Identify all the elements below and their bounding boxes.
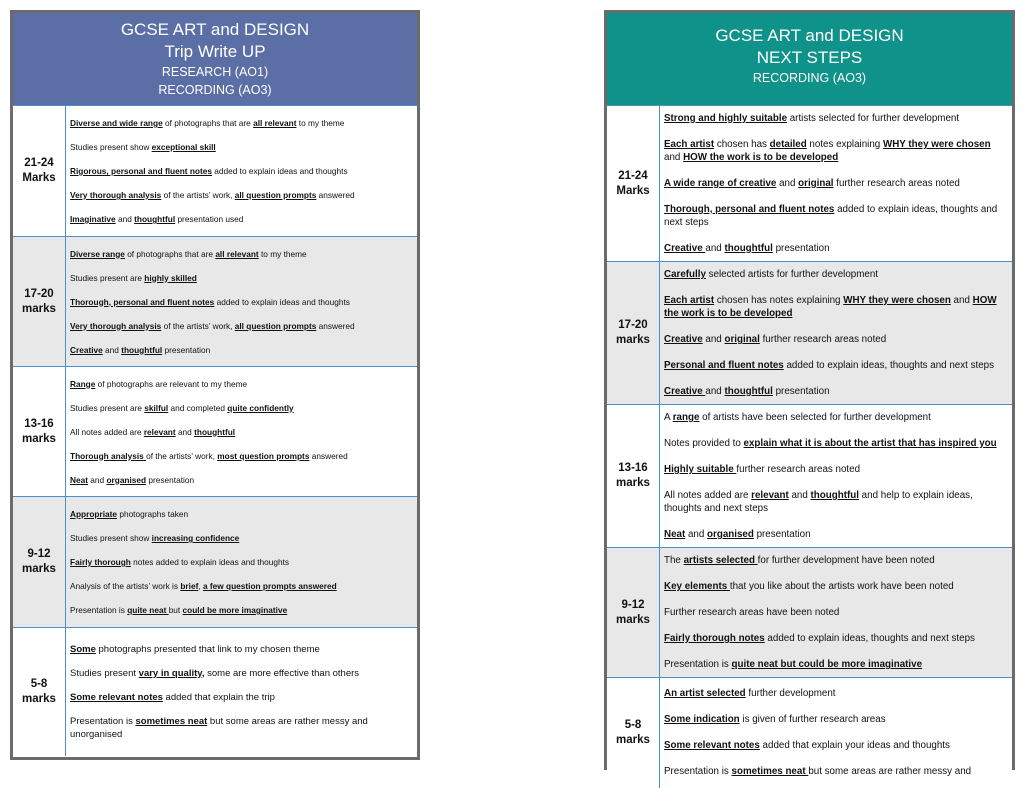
- criteria-text: added to explain ideas and thoughts: [211, 166, 348, 176]
- criteria-text: answered: [316, 320, 355, 331]
- criteria-text: Notes provided to: [664, 438, 744, 449]
- criteria-keyword: Appropriate: [70, 509, 118, 519]
- criteria-text: and help to explain ideas, thoughts and next steps: [664, 490, 973, 514]
- criteria-cell: [660, 262, 1013, 405]
- criteria-keyword: Very thorough analysis: [70, 190, 162, 200]
- criteria-keyword: quite neat: [127, 605, 169, 615]
- left-research-label: RESEARCH (AO1): [161, 65, 269, 79]
- criteria-item: [664, 528, 1008, 541]
- criteria-keyword: sometimes neat: [135, 715, 208, 727]
- criteria-text: of the artists’ work,: [161, 190, 235, 200]
- next-steps-panel: [604, 10, 1015, 778]
- criteria-item: [70, 667, 413, 680]
- criteria-item: [70, 604, 413, 616]
- mark-band-cell: [607, 262, 660, 405]
- criteria-keyword: range: [672, 412, 700, 423]
- criteria-keyword: Rigorous, personal and fluent notes: [70, 166, 212, 176]
- criteria-text: Presentation is: [70, 605, 128, 615]
- mark-band-cell: [13, 497, 66, 628]
- left-rubric-row: [13, 628, 417, 756]
- criteria-text: answered: [316, 190, 355, 200]
- criteria-item: [70, 141, 413, 153]
- criteria-keyword: WHY they were chosen: [843, 295, 951, 306]
- criteria-text: presentation: [753, 529, 811, 540]
- mark-range: 5-8: [30, 677, 48, 690]
- criteria-text: and: [788, 490, 811, 501]
- criteria-item: [664, 580, 1008, 593]
- mark-band-cell: [13, 367, 66, 497]
- mark-band-cell: [13, 106, 66, 237]
- criteria-text: chosen has: [714, 139, 770, 150]
- criteria-text: presentation: [146, 474, 195, 485]
- criteria-text: and: [702, 334, 725, 345]
- criteria-item: [664, 606, 1008, 619]
- criteria-keyword: An artist selected: [664, 688, 746, 700]
- mark-range: 21-24: [618, 169, 648, 182]
- criteria-text: The: [664, 555, 684, 566]
- criteria-text: Presentation is: [664, 766, 732, 778]
- criteria-keyword: Key elements: [664, 581, 730, 592]
- criteria-keyword: Very thorough analysis: [70, 320, 162, 331]
- mark-band-cell: [607, 106, 660, 262]
- criteria-text: and: [776, 178, 799, 189]
- left-rubric-row: [13, 106, 417, 237]
- criteria-item: [664, 713, 1008, 726]
- criteria-keyword: Creative: [664, 386, 706, 397]
- criteria-keyword: Diverse and wide range: [70, 118, 163, 128]
- criteria-keyword: Imaginative: [70, 214, 116, 224]
- criteria-keyword: skilful: [144, 402, 169, 413]
- criteria-keyword: all relevant: [253, 118, 297, 128]
- criteria-item: [664, 333, 1008, 346]
- criteria-text: Presentation is: [70, 715, 136, 727]
- criteria-keyword: Neat: [70, 474, 88, 485]
- criteria-keyword: thoughtful: [810, 490, 859, 501]
- criteria-text: further research areas noted: [736, 464, 861, 475]
- criteria-keyword: Fairly thorough: [70, 557, 131, 567]
- mark-range: 13-16: [24, 417, 54, 430]
- criteria-keyword: Creative: [664, 334, 703, 345]
- trip-write-up-panel: [10, 10, 420, 760]
- criteria-cell: [660, 678, 1013, 788]
- criteria-item: [70, 643, 413, 656]
- criteria-keyword: Thorough analysis: [70, 450, 147, 461]
- criteria-text: photographs taken: [117, 509, 189, 519]
- criteria-item: [664, 411, 1008, 424]
- criteria-keyword: Highly suitable: [664, 464, 737, 475]
- mark-band-cell: [607, 548, 660, 678]
- criteria-item: [664, 739, 1008, 752]
- left-rubric-row: [13, 497, 417, 628]
- mark-range: 21-24: [24, 157, 54, 169]
- criteria-keyword: Creative: [70, 344, 103, 355]
- left-title: GCSE ART and DESIGN: [120, 20, 310, 39]
- criteria-text: and: [87, 474, 107, 485]
- criteria-keyword: detailed: [769, 139, 807, 150]
- criteria-item: [70, 272, 413, 284]
- mark-range: 17-20: [618, 319, 648, 331]
- next-steps-header: [607, 13, 1012, 105]
- criteria-keyword: Each artist: [664, 295, 715, 306]
- criteria-keyword: Thorough, personal and fluent notes: [70, 296, 215, 307]
- criteria-text: but some areas are rather messy and unorganised: [70, 715, 368, 740]
- criteria-keyword: sometimes neat: [731, 766, 809, 778]
- criteria-cell: [66, 367, 418, 497]
- criteria-cell: [660, 405, 1013, 548]
- criteria-item: [664, 765, 1008, 778]
- left-rubric-row: [13, 367, 417, 497]
- right-rubric-row: [607, 405, 1012, 548]
- criteria-item: [70, 378, 413, 390]
- criteria-keyword: Neat: [664, 529, 686, 540]
- criteria-keyword: organised: [106, 474, 147, 485]
- criteria-keyword: Diverse range: [70, 248, 125, 259]
- criteria-keyword: thoughtful: [724, 243, 773, 254]
- criteria-text: added that explain the trip: [162, 691, 275, 703]
- criteria-text: further research areas noted: [759, 334, 887, 345]
- mark-unit: Marks: [22, 172, 56, 184]
- criteria-keyword: Some indication: [664, 714, 740, 726]
- criteria-text: and completed: [168, 402, 228, 413]
- criteria-item: [664, 112, 1008, 125]
- criteria-keyword: all relevant: [215, 248, 259, 259]
- mark-unit: marks: [616, 334, 650, 346]
- mark-band-cell: [13, 628, 66, 756]
- criteria-item: [70, 580, 413, 592]
- criteria-item: [664, 177, 1008, 190]
- criteria-item: [70, 117, 413, 129]
- trip-write-up-rubric-table: [13, 105, 417, 756]
- criteria-text: but some areas are rather messy and: [808, 766, 972, 778]
- criteria-cell: [660, 106, 1013, 262]
- criteria-keyword: organised: [707, 529, 754, 540]
- next-steps-rubric-table: [607, 105, 1012, 788]
- criteria-text: and: [705, 243, 725, 254]
- criteria-text: and: [115, 214, 135, 224]
- criteria-text: Further research areas have been noted: [664, 607, 840, 618]
- mark-band-cell: [13, 237, 66, 367]
- criteria-keyword: relevant: [751, 490, 789, 501]
- criteria-text: of photographs are relevant to my theme: [95, 378, 248, 389]
- criteria-item: [70, 320, 413, 332]
- criteria-text: ,: [198, 581, 203, 591]
- criteria-keyword: a few question prompts answered: [202, 581, 337, 591]
- criteria-text: further development: [745, 688, 836, 700]
- criteria-keyword: all question prompts: [234, 190, 317, 200]
- mark-unit: Marks: [616, 184, 650, 197]
- mark-unit: marks: [22, 563, 56, 575]
- criteria-item: [664, 437, 1008, 450]
- right-recording-label: RECORDING (AO3): [752, 71, 867, 85]
- criteria-keyword: most question prompts: [217, 450, 310, 461]
- criteria-text: selected artists for further development: [705, 269, 879, 280]
- left-subtitle: Trip Write UP: [164, 42, 266, 61]
- criteria-text: chosen has notes explaining: [714, 295, 844, 306]
- criteria-text: is given of further research areas: [739, 714, 886, 726]
- criteria-text: some are more effective than others: [204, 667, 360, 679]
- criteria-text: to my theme: [258, 248, 307, 259]
- criteria-text: presentation: [162, 344, 211, 355]
- criteria-item: [664, 687, 1008, 700]
- mark-band-cell: [607, 678, 660, 788]
- criteria-text: and: [950, 295, 973, 306]
- criteria-keyword: Some relevant notes: [70, 691, 163, 703]
- criteria-keyword: could be more imaginative: [182, 605, 288, 615]
- criteria-cell: [66, 106, 418, 237]
- criteria-text: added to explain ideas and thoughts: [214, 296, 350, 307]
- mark-range: 5-8: [624, 718, 642, 731]
- criteria-keyword: original: [724, 334, 760, 345]
- mark-unit: marks: [22, 432, 56, 445]
- criteria-keyword: thoughtful: [724, 386, 773, 397]
- criteria-text: artists selected for further development: [787, 113, 960, 124]
- criteria-keyword: original: [798, 178, 834, 189]
- criteria-keyword: relevant: [143, 426, 176, 437]
- criteria-item: [70, 344, 413, 356]
- right-subtitle: NEXT STEPS: [756, 48, 863, 67]
- criteria-text: to my theme: [296, 118, 345, 128]
- criteria-text: added to explain ideas, thoughts and next steps: [664, 204, 998, 228]
- criteria-text: presentation: [772, 386, 830, 397]
- criteria-cell: [660, 548, 1013, 678]
- mark-band-cell: [607, 405, 660, 548]
- criteria-item: [70, 556, 413, 568]
- criteria-cell: [66, 628, 418, 756]
- criteria-item: [70, 508, 413, 520]
- criteria-keyword: Strong and highly suitable: [664, 113, 788, 124]
- criteria-text: Studies present show: [70, 533, 152, 543]
- criteria-text: of the artists’ work,: [161, 320, 235, 331]
- criteria-text: All notes added are: [664, 490, 752, 501]
- criteria-item: [664, 632, 1008, 645]
- criteria-item: [70, 213, 413, 225]
- criteria-item: [664, 242, 1008, 255]
- criteria-text: All notes added are: [70, 426, 144, 437]
- criteria-item: [664, 359, 1008, 372]
- criteria-text: but: [168, 605, 183, 615]
- right-rubric-row: [607, 548, 1012, 678]
- criteria-item: [664, 138, 1008, 164]
- mark-unit: marks: [616, 613, 650, 626]
- criteria-keyword: Creative: [664, 243, 706, 254]
- criteria-keyword: vary in quality,: [138, 667, 205, 679]
- mark-range: 9-12: [27, 548, 51, 560]
- mark-range: 13-16: [618, 462, 648, 474]
- criteria-item: [70, 474, 413, 486]
- criteria-item: [70, 532, 413, 544]
- criteria-item: [664, 463, 1008, 476]
- criteria-item: [70, 691, 413, 704]
- criteria-keyword: brief: [180, 581, 199, 591]
- right-rubric-row: [607, 262, 1012, 405]
- criteria-keyword: Each artist: [664, 139, 715, 150]
- criteria-text: and: [664, 152, 684, 163]
- criteria-keyword: all question prompts: [234, 320, 317, 331]
- mark-unit: marks: [616, 477, 650, 489]
- criteria-item: [664, 554, 1008, 567]
- criteria-keyword: Thorough, personal and fluent notes: [664, 204, 835, 215]
- left-rubric-row: [13, 237, 417, 367]
- criteria-keyword: thoughtful: [134, 214, 176, 224]
- criteria-keyword: Carefully: [664, 269, 706, 280]
- criteria-text: and: [705, 386, 725, 397]
- criteria-keyword: quite confidently: [227, 402, 294, 413]
- left-recording-label: RECORDING (AO3): [158, 83, 272, 97]
- mark-range: 9-12: [621, 598, 645, 611]
- criteria-text: added to explain ideas, thoughts and next steps: [764, 633, 975, 644]
- criteria-item: [664, 203, 1008, 229]
- criteria-text: added to explain ideas, thoughts and next steps: [783, 360, 995, 371]
- criteria-text: added that explain your ideas and thoughts: [759, 740, 950, 752]
- criteria-text: photographs presented that link to my chosen theme: [95, 643, 320, 655]
- criteria-text: that you like about the artists work have been noted: [729, 581, 954, 592]
- right-rubric-row: [607, 106, 1012, 262]
- criteria-text: of the artists’ work,: [146, 450, 218, 461]
- criteria-keyword: A wide range of creative: [664, 178, 777, 189]
- criteria-item: [70, 402, 413, 414]
- criteria-item: [664, 268, 1008, 281]
- criteria-keyword: increasing confidence: [151, 533, 240, 543]
- right-rubric-row: [607, 678, 1012, 788]
- criteria-keyword: Some: [70, 643, 96, 655]
- criteria-keyword: thoughtful: [194, 426, 236, 437]
- criteria-item: [70, 450, 413, 462]
- criteria-text: Analysis of the artists’ work is: [70, 581, 181, 591]
- criteria-keyword: artists selected: [683, 555, 758, 566]
- criteria-text: answered: [309, 450, 348, 461]
- criteria-text: presentation: [772, 243, 830, 254]
- criteria-text: for further development have been noted: [757, 555, 935, 566]
- criteria-item: [70, 248, 413, 260]
- criteria-text: notes explaining: [806, 139, 883, 150]
- criteria-text: of artists have been selected for further development: [699, 412, 931, 423]
- criteria-text: and: [175, 426, 195, 437]
- criteria-text: further research areas noted: [833, 178, 960, 189]
- criteria-item: [664, 658, 1008, 671]
- criteria-text: and: [102, 344, 122, 355]
- criteria-keyword: Personal and fluent notes: [664, 360, 784, 371]
- criteria-text: Studies present are: [70, 402, 145, 413]
- mark-unit: marks: [616, 733, 650, 746]
- mark-unit: marks: [22, 302, 56, 315]
- mark-unit: marks: [22, 692, 56, 705]
- criteria-item: [70, 715, 413, 741]
- criteria-item: [664, 489, 1008, 515]
- criteria-text: Studies present show: [70, 142, 152, 152]
- criteria-text: A: [664, 412, 673, 423]
- criteria-keyword: HOW the work is to be developed: [664, 295, 997, 319]
- criteria-text: Presentation is: [664, 659, 732, 670]
- criteria-text: Studies present are: [70, 272, 145, 283]
- criteria-item: [70, 426, 413, 438]
- criteria-cell: [66, 237, 418, 367]
- criteria-item: [70, 296, 413, 308]
- criteria-text: of photographs that are: [162, 118, 254, 128]
- criteria-item: [70, 165, 413, 177]
- criteria-keyword: Range: [70, 378, 96, 389]
- criteria-keyword: highly skilled: [144, 272, 197, 283]
- criteria-cell: [66, 497, 418, 628]
- criteria-text: notes added to explain ideas and thoughts: [130, 557, 290, 567]
- criteria-keyword: explain what it is about the artist that has inspired you: [743, 438, 997, 449]
- criteria-text: Studies present: [70, 667, 139, 679]
- criteria-keyword: quite neat but could be more imaginative: [731, 659, 923, 670]
- criteria-item: [664, 385, 1008, 398]
- criteria-keyword: exceptional skill: [151, 142, 216, 152]
- criteria-text: of photographs that are: [124, 248, 216, 259]
- criteria-text: and: [685, 529, 708, 540]
- criteria-keyword: WHY they were chosen: [882, 139, 991, 150]
- criteria-item: [664, 294, 1008, 320]
- criteria-text: presentation used: [175, 214, 244, 224]
- criteria-keyword: HOW the work is to be developed: [683, 152, 839, 163]
- trip-write-up-header: [13, 13, 417, 105]
- mark-range: 17-20: [24, 287, 54, 300]
- criteria-keyword: Fairly thorough notes: [664, 633, 765, 644]
- criteria-keyword: thoughtful: [121, 344, 163, 355]
- criteria-item: [70, 189, 413, 201]
- criteria-keyword: Some relevant notes: [664, 740, 760, 752]
- right-title: GCSE ART and DESIGN: [715, 26, 904, 45]
